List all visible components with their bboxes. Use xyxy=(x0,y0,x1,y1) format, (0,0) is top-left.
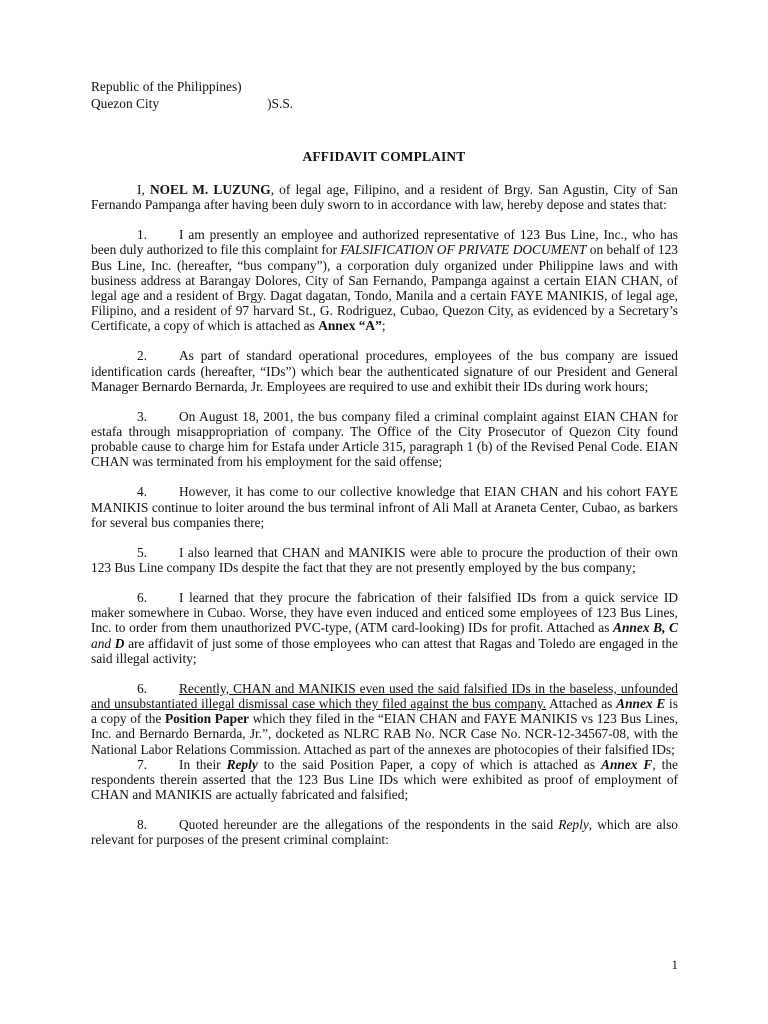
paragraph-text: On August 18, 2001, the bus company filed a criminal complaint against EIAN CHAN for estafa through misappropriation of company. The Office of the City Prosecutor of Quezon City found probable cause to charge him for Estafa under Article 315, paragraph 1 (b) of the Revised Penal Code. EIAN CHAN was terminated from his employment for the said offense; xyxy=(91,408,678,470)
paragraph-1 xyxy=(91,227,678,333)
reply-ref: Reply xyxy=(226,756,258,772)
offense-name: FALSIFICATION OF PRIVATE DOCUMENT xyxy=(340,242,587,258)
paragraph-number: 5. xyxy=(137,544,148,560)
paragraph-5 xyxy=(91,545,678,575)
venue-ss: )S.S. xyxy=(267,96,294,111)
paragraph-6b xyxy=(91,681,678,757)
paragraph-number: 6. xyxy=(137,680,148,696)
annex-f-ref: Annex F xyxy=(601,756,653,772)
intro-pre: I, xyxy=(137,182,150,197)
venue-block xyxy=(91,78,293,112)
paragraph-text: , which are also relevant for purposes of the present criminal complaint: xyxy=(91,817,678,848)
venue-republic: Republic of the Philippines) xyxy=(91,79,242,94)
reply-ref: Reply xyxy=(558,817,589,833)
paragraph-text: which they filed in the “EIAN CHAN and FAYE MANIKIS vs 123 Bus Lines, Inc. and Bernardo Bernarda, Jr.”, docketed as NLRC RAB No. NCR Case No. NCR-12-34567-08, with the National Labor Relations Commission. Attached as part of the annexes are photocopies of their falsified IDs; xyxy=(91,711,678,757)
paragraph-number: 1. xyxy=(137,227,148,243)
paragraph-text: to the said Position Paper, a copy of which is attached as xyxy=(257,756,602,772)
venue-city-line xyxy=(91,95,293,112)
annex-d-ref: D xyxy=(114,635,125,651)
document-title: AFFIDAVIT COMPLAINT xyxy=(302,149,466,164)
paragraph-text: is a copy of the xyxy=(91,696,678,727)
page-number: 1 xyxy=(671,957,678,972)
intro-paragraph xyxy=(91,182,678,212)
document-body xyxy=(91,182,678,862)
paragraph-text: In their xyxy=(179,756,227,772)
venue-city: Quezon City xyxy=(91,96,160,111)
paragraph-7 xyxy=(91,757,678,803)
paragraph-number: 2. xyxy=(137,348,148,364)
paragraph-text: on behalf of 123 Bus Line, Inc. (hereafter, “bus company”), a corporation duly organized under Philippine laws and with business address at Barangay Dolores, City of San Fernando, Pampanga against a certain EIAN CHAN, of legal age and a resident of Brgy. Dagat dagatan, Tondo, Manila and a certain FAYE MANIKIS, of legal age, Filipino, and a resident of 97 harvard St., G. Rodriguez, Cubao, Quezon City, as evidenced by a Secretary’s Certificate, a copy of which is attached as xyxy=(91,242,679,334)
paragraph-6a xyxy=(91,590,678,666)
underlined-text: Recently, CHAN and MANIKIS even used the said falsified IDs in the baseless, unfounded and unsubstantiated illegal dismissal case which they filed against the bus company. xyxy=(91,680,678,712)
annex-e-ref: Annex E xyxy=(616,696,666,712)
paragraph-3 xyxy=(91,409,678,470)
annex-a-ref: Annex “A” xyxy=(318,318,382,334)
paragraph-text: , the respondents therein asserted that the 123 Bus Line IDs which were exhibited as proof of employment of CHAN and MANIKIS are actually fabricated and falsified; xyxy=(91,756,678,803)
paragraph-text: and xyxy=(91,635,115,651)
affiant-name: NOEL M. LUZUNG xyxy=(149,182,271,197)
intro-post: , of legal age, Filipino, and a resident of Brgy. San Agustin, City of San Fernando Pampanga after having been duly sworn to in accordance with law, hereby depose and states that: xyxy=(91,182,678,213)
paragraph-4 xyxy=(91,484,678,530)
paragraph-text: I also learned that CHAN and MANIKIS were able to procure the production of their own 123 Bus Line company IDs despite the fact that they are not presently employed by the bus company; xyxy=(91,544,678,576)
paragraph-text: Attached as xyxy=(546,696,617,712)
paragraph-number: 7. xyxy=(137,756,148,772)
paragraph-number: 4. xyxy=(137,484,148,500)
paragraph-text: As part of standard operational procedures, employees of the bus company are issued identification cards (hereafter, “IDs”) which bear the authenticated signature of our President and General Manager Bernardo Bernarda, Jr. Employees are required to use and exhibit their IDs during work hours; xyxy=(91,348,678,394)
paragraph-8 xyxy=(91,817,678,847)
paragraph-text: are affidavit of just some of those employees who can attest that Ragas and Toledo are engaged in the said illegal activity; xyxy=(91,635,678,666)
paragraph-text: However, it has come to our collective knowledge that EIAN CHAN and his cohort FAYE MANIKIS continue to loiter around the bus terminal infront of Ali Mall at Araneta Center, Cubao, as barkers for several bus companies there; xyxy=(91,484,678,530)
paragraph-2 xyxy=(91,348,678,394)
paragraph-number: 8. xyxy=(137,817,148,833)
annex-bc-ref: Annex B, C xyxy=(613,620,678,636)
paragraph-text: Quoted hereunder are the allegations of the respondents in the said xyxy=(179,817,559,833)
paragraph-text: I learned that they procure the fabrication of their falsified IDs from a quick service ID maker somewhere in Cubao. Worse, they have even induced and enticed some employees of 123 Bus Lines, Inc. to order from them unauthorized PVC-type, (ATM card-looking) IDs for profit. Attached as xyxy=(91,590,678,636)
paragraph-number: 6. xyxy=(137,590,148,606)
paragraph-text: I am presently an employee and authorized representative of 123 Bus Line, Inc., who has been duly authorized to file this complaint for xyxy=(91,227,678,258)
paragraph-text: ; xyxy=(381,318,386,334)
position-paper-ref: Position Paper xyxy=(165,711,249,727)
paragraph-number: 3. xyxy=(137,408,148,424)
